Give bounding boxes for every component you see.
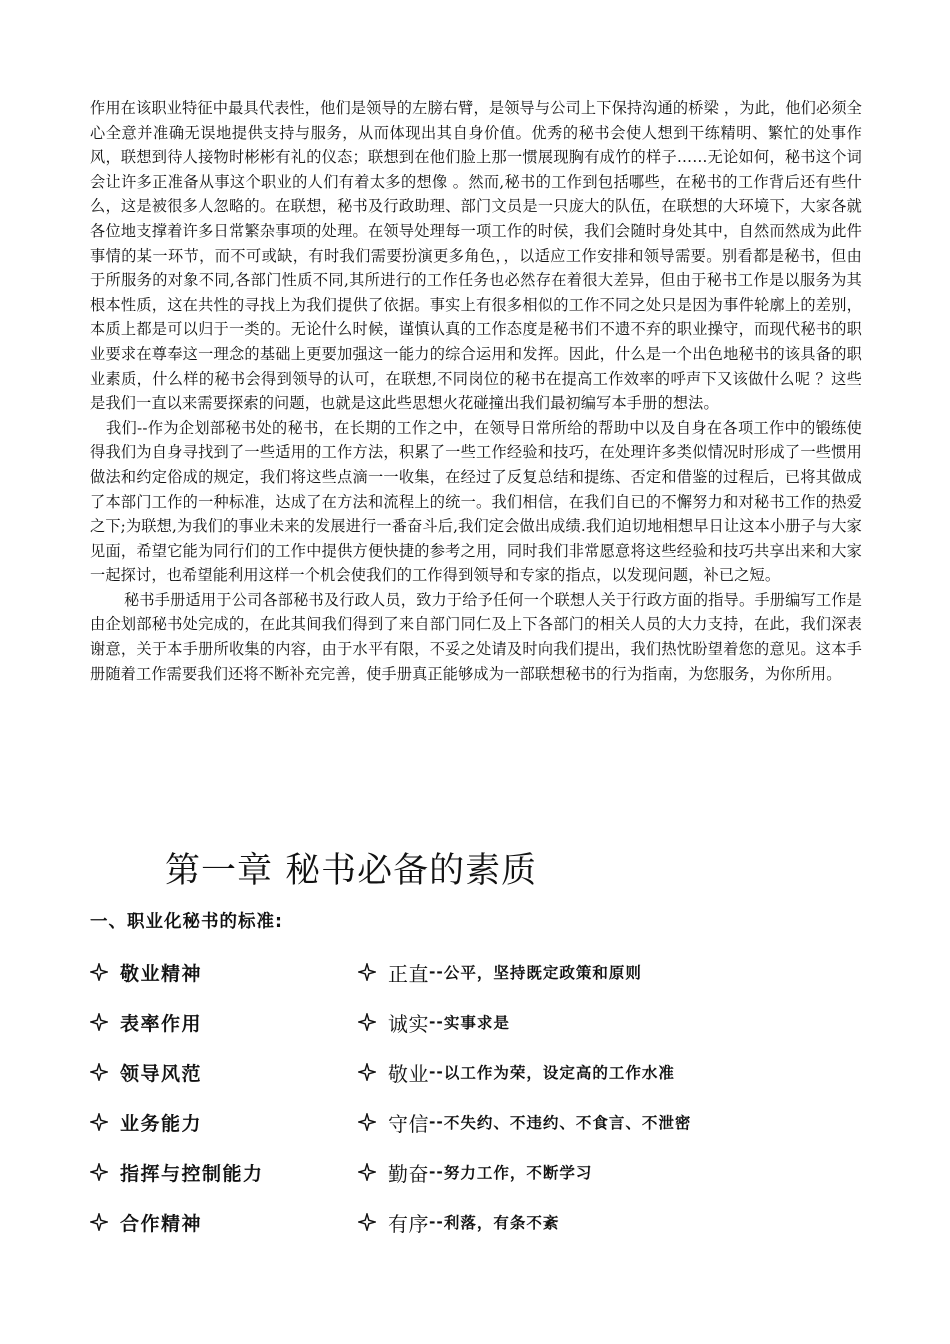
value-name: 诚实	[388, 1011, 429, 1036]
quality-item	[90, 1154, 264, 1190]
value-item	[358, 954, 642, 990]
quality-label: 领导风范	[120, 1062, 203, 1085]
qualities-row	[90, 954, 870, 1004]
quality-label: 业务能力	[120, 1112, 203, 1135]
value-name: 勤奋	[388, 1161, 429, 1186]
four-pointed-star-icon	[90, 1163, 108, 1181]
value-separator: --	[429, 963, 444, 981]
value-item	[358, 1104, 691, 1140]
value-separator: --	[429, 1213, 444, 1231]
quality-item	[90, 1054, 202, 1090]
four-pointed-star-icon	[90, 1013, 108, 1031]
qualities-row	[90, 1054, 870, 1104]
value-separator: --	[429, 1013, 444, 1031]
value-name: 守信	[388, 1111, 429, 1136]
four-pointed-star-icon	[90, 1063, 108, 1081]
four-pointed-star-icon	[358, 1213, 376, 1231]
four-pointed-star-icon	[90, 963, 108, 981]
value-description: 努力工作，不断学习	[443, 1164, 593, 1182]
quality-label: 指挥与控制能力	[120, 1162, 264, 1185]
intro-paragraph-3: 秘书手册适用于公司各部秘书及行政人员，致力于给予任何一个联想人关于行政方面的指导。手册编写工作是由企划部秘书处完成的，在此其间我们得到了来自部门同仁及上下各部门的相关人员的大力支持，在此，我们深表谢意，关于本手册所收集的内容，由于水平有限，不妥之处请及时向我们提出，我们热忱盼望着您的意见。这本手册随着工作需要我们还将不断补充完善，使手册真正能够成为一部联想秘书的行为指南，为您服务，为你所用。	[90, 590, 862, 683]
value-item	[358, 1004, 510, 1040]
quality-item	[90, 1204, 202, 1240]
value-item	[358, 1054, 675, 1090]
four-pointed-star-icon	[358, 963, 376, 981]
qualities-list	[90, 954, 870, 1254]
value-name: 正直	[388, 961, 429, 986]
value-separator: --	[429, 1113, 444, 1131]
value-description: 实事求是	[443, 1014, 510, 1032]
value-description: 公平，坚持既定政策和原则	[443, 964, 642, 982]
four-pointed-star-icon	[90, 1213, 108, 1231]
four-pointed-star-icon	[358, 1113, 376, 1131]
value-separator: --	[429, 1163, 444, 1181]
intro-body	[90, 96, 862, 686]
intro-paragraph-1: 作用在该职业特征中最具代表性，他们是领导的左膀右臂，是领导与公司上下保持沟通的桥梁 ，为此，他们必须全心全意并准确无误地提供支持与服务，从而体现出其自身价值。优秀的秘书会使人想到干练精明、繁忙的处事作风，联想到待人接物时彬彬有礼的仪态；联想到在他们脸上那一惯展现胸有成竹的样子……无论如何，秘书这个词会让许多正准备从事这个职业的人们有着太多的想像 。然而,秘书的工作到包括哪些，在秘书的工作背后还有些什么，这是被很多人忽略的。在联想，秘书及行政助理、部门文员是一只庞大的队伍，在联想的大环境下，大家各就各位地支撑着许多日常繁杂事项的处理。在领导处理每一项工作的时侯，我们会随时身处其中，自然而然成为此件事情的某一环节，而不可或缺，有时我们需要扮演更多角色，，以适应工作安排和领导需要。别看都是秘书，但由于所服务的对象不同,各部门性质不同,其所进行的工作任务也必然存在着很大差异，但由于秘书工作是以服务为其根本性质，这在共性的寻找上为我们提供了依据。事实上有很多相似的工作不同之处只是因为事件轮廓上的差别，本质上都是可以归于一类的。无论什么时候，谨慎认真的工作态度是秘书们不遗不弃的职业操守，而现代秘书的职业要求在尊奉这一理念的基础上更要加强这一能力的综合运用和发挥。因此，什么是一个出色地秘书的该具备的职业素质，什么样的秘书会得到领导的认可，在联想,不同岗位的秘书在提高工作效率的呼声下又该做什么呢 ？这些是我们一直以来需要探索的问题，也就是这此些思想火花碰撞出我们最初编写本手册的想法。	[90, 99, 862, 413]
four-pointed-star-icon	[358, 1163, 376, 1181]
value-item	[358, 1204, 559, 1240]
qualities-row	[90, 1154, 870, 1204]
qualities-row	[90, 1004, 870, 1054]
quality-label: 合作精神	[120, 1212, 203, 1235]
value-separator: --	[429, 1063, 444, 1081]
four-pointed-star-icon	[90, 1113, 108, 1131]
qualities-row	[90, 1104, 870, 1154]
value-description: 以工作为荣，设定高的工作水准	[443, 1064, 675, 1082]
quality-label: 表率作用	[120, 1012, 203, 1035]
four-pointed-star-icon	[358, 1063, 376, 1081]
value-name: 敬业	[388, 1061, 429, 1086]
quality-item	[90, 1004, 202, 1040]
value-item	[358, 1154, 592, 1190]
four-pointed-star-icon	[358, 1013, 376, 1031]
value-description: 不失约、不违约、不食言、不泄密	[443, 1114, 692, 1132]
quality-item	[90, 954, 202, 990]
quality-item	[90, 1104, 202, 1140]
chapter-title: 第一章 秘书必备的素质	[165, 851, 538, 891]
qualities-row	[90, 1204, 870, 1254]
quality-label: 敬业精神	[120, 962, 203, 985]
value-name: 有序	[388, 1211, 429, 1236]
intro-paragraph-2: 我们--作为企划部秘书处的秘书，在长期的工作之中，在领导日常所给的帮助中以及自身在各项工作中的锻练使得我们为自身寻找到了一些适用的工作方法，积累了一些工作经验和技巧，在处理许多类似情况时形成了一些惯用做法和约定俗成的规定，我们将这些点滴一一收集，在经过了反复总结和提练、否定和借鉴的过程后，已将其做成了本部门工作的一种标准，达成了在方法和流程上的统一。我们相信，在我们自已的不懈努力和对秘书工作的热爱之下;为联想,为我们的事业未来的发展进行一番奋斗后,我们定会做出成绩.我们迫切地相想早日让这本小册子与大家见面，希望它能为同行们的工作中提供方便快捷的参考之用，同时我们非常愿意将这些经验和技巧共享出来和大家一起探讨，也希望能利用这样一个机会使我们的工作得到领导和专家的指点，以发现问题，补已之短。	[90, 418, 862, 585]
section-title: 一、职业化秘书的标准:	[90, 912, 283, 932]
value-description: 利落，有条不紊	[443, 1214, 560, 1232]
